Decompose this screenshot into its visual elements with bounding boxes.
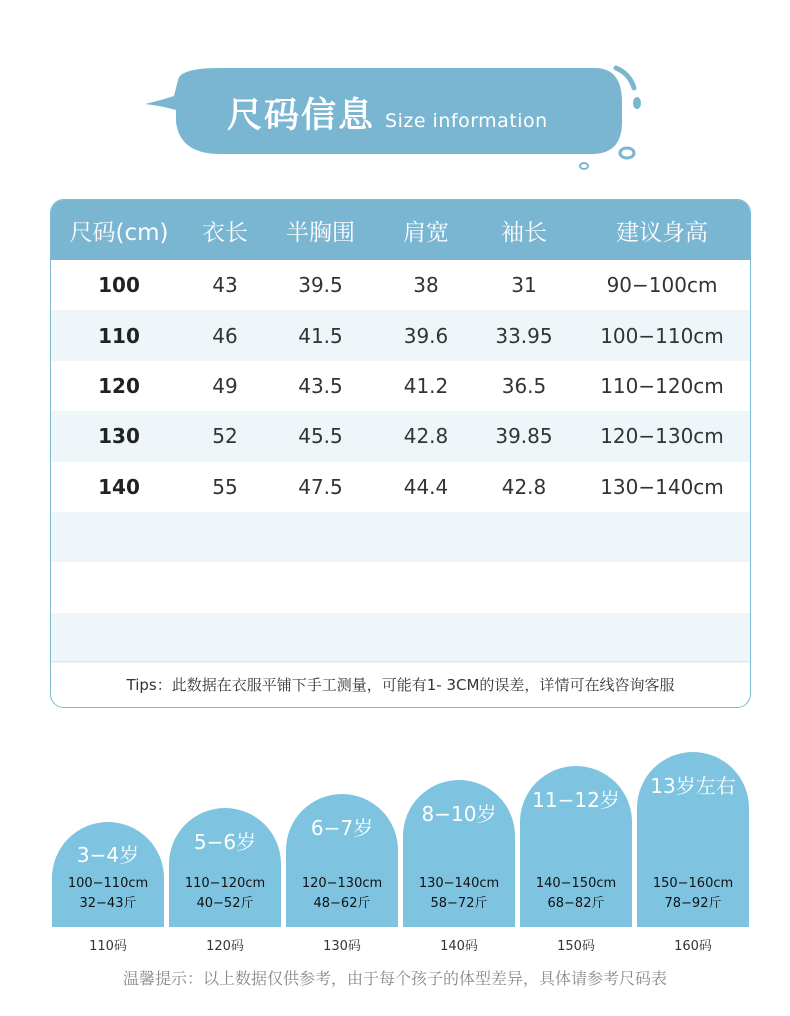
size-code: 150码 xyxy=(557,939,595,954)
column-header: 建议身高 xyxy=(616,219,708,246)
table-cell: 39.6 xyxy=(403,323,449,348)
table-cell: 120 xyxy=(98,373,140,398)
column-header: 袖长 xyxy=(501,219,547,246)
table-cell: 46 xyxy=(212,323,238,348)
table-cell: 52 xyxy=(212,424,238,449)
table-cell: 31 xyxy=(511,273,537,298)
age-label: 11−12岁 xyxy=(532,788,620,812)
column-header: 半胸围 xyxy=(286,219,355,246)
height-range: 120−130cm xyxy=(301,876,383,891)
size-code: 140码 xyxy=(440,939,478,954)
age-card xyxy=(520,766,632,927)
column-header: 尺码(cm) xyxy=(69,219,169,246)
table-cell: 43 xyxy=(212,273,238,298)
table-cell: 43.5 xyxy=(298,373,343,398)
weight-range: 48−62斤 xyxy=(313,896,371,911)
table-cell: 49 xyxy=(212,373,238,398)
table-cell: 130 xyxy=(98,424,140,449)
age-label: 6−7岁 xyxy=(310,816,374,840)
weight-range: 68−82斤 xyxy=(547,896,605,911)
size-code: 120码 xyxy=(206,939,244,954)
table-cell: 55 xyxy=(212,474,238,499)
weight-range: 32−43斤 xyxy=(79,896,137,911)
table-cell: 140 xyxy=(98,474,140,499)
age-card xyxy=(52,822,164,927)
table-cell: 110−120cm xyxy=(600,373,724,398)
age-card xyxy=(637,752,749,927)
height-range: 100−110cm xyxy=(67,876,149,891)
column-header: 肩宽 xyxy=(403,219,449,246)
age-label: 13岁左右 xyxy=(650,774,736,798)
table-cell: 39.5 xyxy=(298,273,343,298)
size-code: 110码 xyxy=(89,939,127,954)
table-cell: 120−130cm xyxy=(600,424,724,449)
table-cell: 41.2 xyxy=(403,373,449,398)
weight-range: 78−92斤 xyxy=(664,896,722,911)
column-header: 衣长 xyxy=(202,219,248,246)
age-label: 5−6岁 xyxy=(193,830,257,854)
table-cell: 41.5 xyxy=(298,323,343,348)
table-cell: 38 xyxy=(413,273,439,298)
age-card xyxy=(169,808,281,927)
table-cell: 47.5 xyxy=(298,474,343,499)
page-title-cn: 尺码信息 xyxy=(227,96,376,136)
table-cell: 130−140cm xyxy=(600,474,724,499)
table-cell: 110 xyxy=(98,323,140,348)
height-range: 130−140cm xyxy=(418,876,500,891)
age-label: 3−4岁 xyxy=(76,843,140,867)
table-cell: 36.5 xyxy=(501,373,547,398)
age-card xyxy=(403,780,515,927)
page-title-en: Size information xyxy=(385,110,548,132)
height-range: 110−120cm xyxy=(184,876,266,891)
size-code: 130码 xyxy=(323,939,361,954)
tips-text: Tips：此数据在衣服平铺下手工测量，可能有1- 3CM的误差，详情可在线咨询客服 xyxy=(51,661,750,707)
table-cell: 45.5 xyxy=(298,424,343,449)
table-cell: 33.95 xyxy=(495,323,553,348)
table-cell: 42.8 xyxy=(403,424,449,449)
table-cell: 100 xyxy=(98,273,140,298)
weight-range: 58−72斤 xyxy=(430,896,488,911)
table-cell: 42.8 xyxy=(501,474,547,499)
table-cell: 100−110cm xyxy=(600,323,724,348)
age-card xyxy=(286,794,398,927)
table-cell: 90−100cm xyxy=(606,273,718,298)
weight-range: 40−52斤 xyxy=(196,896,254,911)
table-cell: 44.4 xyxy=(403,474,449,499)
height-range: 140−150cm xyxy=(535,876,617,891)
age-label: 8−10岁 xyxy=(421,802,497,826)
footer-note: 温馨提示：以上数据仅供参考，由于每个孩子的体型差异，具体请参考尺码表 xyxy=(122,969,667,988)
size-code: 160码 xyxy=(674,939,712,954)
table-cell: 39.85 xyxy=(495,424,553,449)
height-range: 150−160cm xyxy=(652,876,734,891)
